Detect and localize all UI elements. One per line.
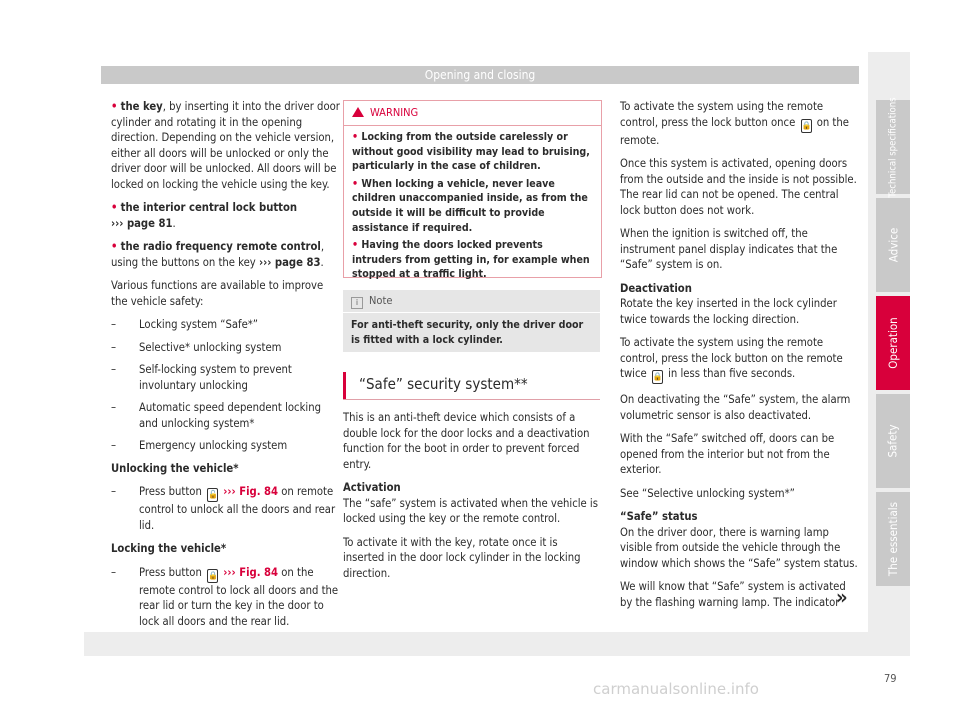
paragraph-key [111,99,341,192]
paragraph: This is an anti-theft device which consists of a double lock for the door locks and a deactivation function for the boot in order to prevent forced entry. [343,411,590,471]
column-2-text [343,410,600,589]
warning-item: • When locking a vehicle, never leave children unaccompanied inside, as from the outside it will be difficult to provide assistance if required. [352,177,588,234]
lock-button-icon: 🔒 [801,119,812,133]
paragraph: On deactivating the “Safe” system, the alarm volumetric sensor is also deactivated. [620,393,851,422]
note-text: For anti-theft security, only the driver door is fitted with a lock cylinder. [351,319,584,346]
paragraph: On the driver door, there is warning lamp visible from outside the vehicle through the window which shows the “Safe” system status. [620,525,858,570]
info-icon: i [351,297,363,309]
paragraph-text: , using the buttons on the key [111,240,325,269]
paragraph: To activate it with the key, rotate once it is inserted in the door lock cylinder in the locking direction. [343,535,581,580]
page-header: Opening and closing [101,66,859,84]
column-3 [620,99,860,618]
paragraph-various: Various functions are available to improve the vehicle safety: [111,279,324,308]
subheading-locking: Locking the vehicle* [111,542,227,555]
warning-header [344,101,601,126]
paragraph: The “safe” system is activated when the vehicle is locked using the key or the remote control. [343,496,598,525]
page-link[interactable]: ››› page 81 [111,216,173,230]
note-box [343,290,600,352]
paragraph-remote: • the radio frequency remote control, using the buttons on the key ››› page 83. [111,240,325,269]
tab-the-essentials[interactable]: The essentials [876,492,910,586]
function-list [111,317,341,454]
tab-safety[interactable]: Safety [876,394,910,488]
list-item: – Press button 🔒 ››› Fig. 84 on the remote control to lock all doors and the rear lid or turn the key in the door to lock all doors and the rear lid. [111,565,339,628]
figure-link[interactable]: ››› Fig. 84 [223,485,279,498]
paragraph-text: , by inserting it into the driver door cylinder and rotating it in the opening direction. Depending on the vehicle version, either all doors will be unlocked or only the driver door will be unlocked. All doors will be locked on locking the vehicle using the key. [111,100,340,191]
paragraph-interior: • the interior central lock button ››› page 81. [111,201,298,230]
paragraph: See “Selective unlocking system*” [620,486,795,500]
subheading-deactivation: Deactivation [620,281,692,295]
paragraph: Rotate the key inserted in the lock cylinder twice towards the locking direction. [620,297,837,326]
list-item: – Press button 🔓 ››› Fig. 84 on remote control to unlock all the doors and rear lid. [111,485,336,532]
bullet-icon: • [111,100,118,113]
page-link[interactable]: ››› page 83 [258,255,321,269]
paragraph: Once this system is activated, opening doors from the outside and the inside is not possible. The rear lid can not be opened. The central lock button does not work. [620,157,857,217]
tab-technical-specifications[interactable]: Technical specifications [876,100,910,194]
subheading-safe-status: “Safe” status [620,510,698,523]
continue-arrow-icon: » [836,585,848,609]
bold-term: the radio frequency remote control [120,240,321,253]
lock-button-icon: 🔒 [207,569,218,583]
note-title: Note [369,294,393,307]
tab-advice[interactable]: Advice [876,198,910,292]
list-item: – Automatic speed dependent locking and unlocking system* [111,401,321,430]
list-item: – Locking system “Safe*” [111,318,259,331]
paragraph: We will know that “Safe” system is activated by the flashing warning lamp. The indicator [620,580,846,609]
watermark: carmanualsonline.info [593,680,759,698]
page-number: 79 [884,672,897,685]
bullet-icon: • [111,240,118,253]
list-item: – Selective* unlocking system [111,340,282,354]
bold-term: the interior central lock button [120,201,298,214]
subheading-unlocking: Unlocking the vehicle* [111,461,239,475]
paragraph: To activate the system using the remote control, press the lock button once 🔒 on the remote. [620,100,849,147]
section-title: “Safe” security system** [343,370,600,400]
warning-item: • Having the doors locked prevents intruders from getting in, for example when stopped at a traffic light. [352,239,590,281]
subheading-activation: Activation [343,481,401,494]
bullet-icon: • [111,201,118,214]
paragraph: To activate the system using the remote control, press the lock button on the remote twice 🔒 in less than five seconds. [620,335,860,384]
list-item: – Self-locking system to prevent involuntary unlocking [111,363,292,392]
warning-item: • Locking from the outside carelessly or without good visibility may lead to bruising, particularly in the case of children. [352,131,590,173]
figure-link[interactable]: ››› Fig. 84 [223,565,279,579]
paragraph: With the “Safe” switched off, doors can be opened from the interior but not from the exterior. [620,432,835,476]
warning-box [343,100,602,281]
lock-button-icon: 🔒 [652,370,663,384]
tab-operation[interactable]: Operation [876,296,910,390]
paragraph: When the ignition is switched off, the instrument panel display indicates that the “Safe” system is on. [620,227,838,271]
bold-term: the key [120,100,163,113]
unlock-button-icon: 🔓 [207,488,218,502]
note-header [343,290,600,313]
warning-body [344,126,601,289]
list-item: – Emergency unlocking system [111,439,288,452]
warning-icon [352,107,364,117]
warning-title: WARNING [370,106,419,119]
column-1 [111,99,341,636]
